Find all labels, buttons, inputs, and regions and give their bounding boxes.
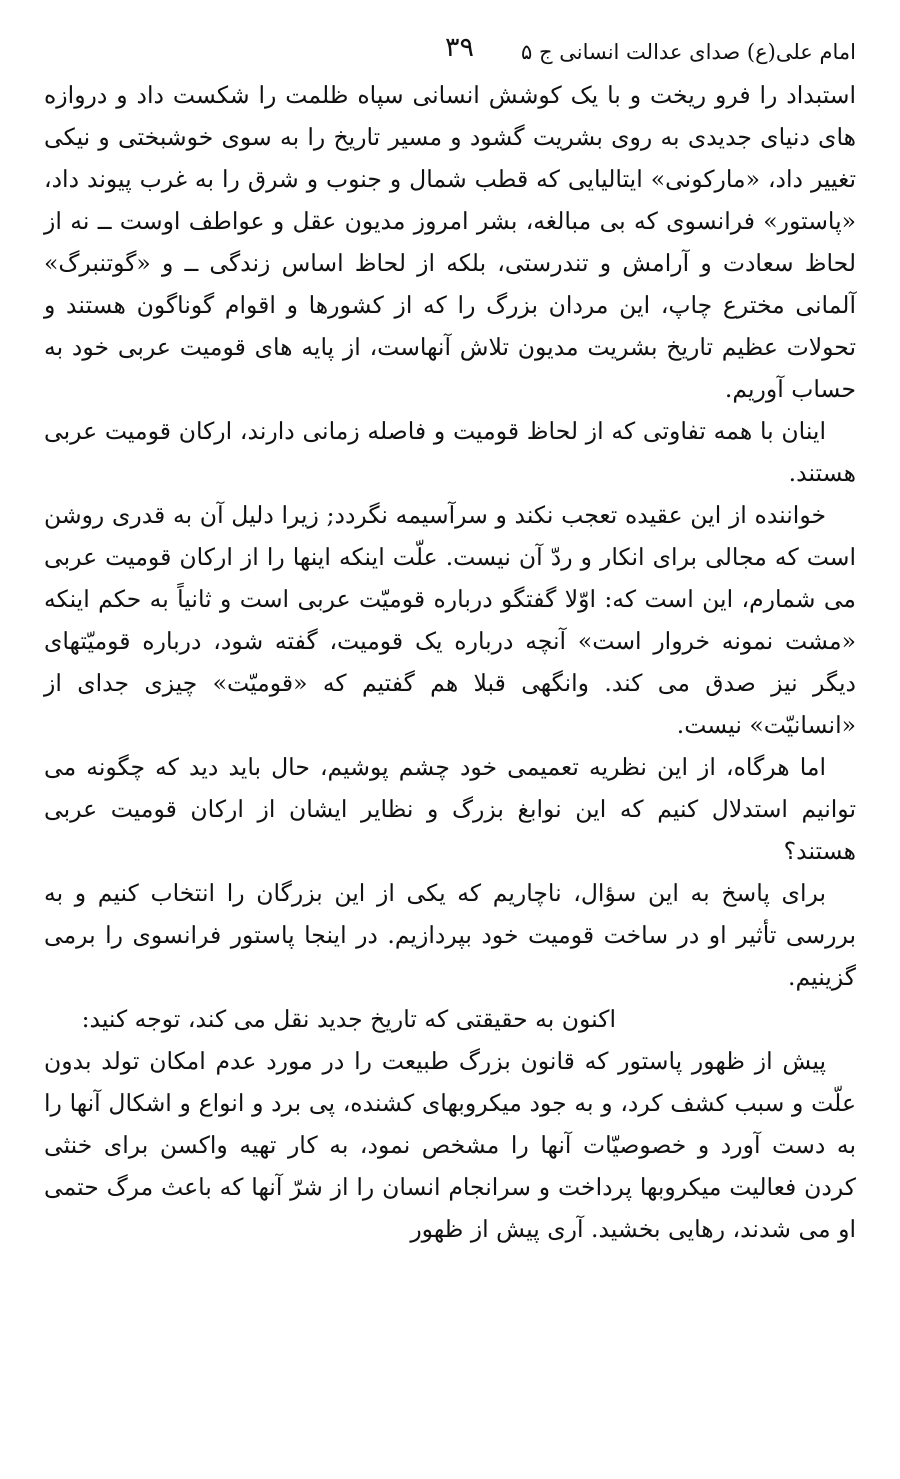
paragraph-3: خواننده از این عقیده تعجب نکند و سرآسیمه نگردد; زیرا دلیل آن به قدری روشن است که مجالی برای انکار و ردّ آن نیست. علّت اینکه اینها را از ارکان قومیت عربی می شمارم، این است که: اوّلا گفتگو درباره قومیّت عربی است و ثانیاً به حکم اینکه «مشت نمونه خروار است» آنچه درباره یک قومیت، گفته شود، درباره قومیّتهای دیگر نیز صدق می کند. وانگهی قبلا هم گفتیم که «قومیّت» چیزی جدای از «انسانیّت» نیست. — [44, 501, 856, 739]
page-number: ۳۹ — [444, 32, 474, 63]
paragraph-4: اما هرگاه، از این نظریه تعمیمی خود چشم پوشیم، حال باید دید که چگونه می توانیم استدلال کنیم که این نوابغ بزرگ و نظایر ایشان از ارکان قومیت عربی هستند؟ — [44, 753, 856, 865]
paragraph-6: اکنون به حقیقتی که تاریخ جدید نقل می کند، توجه کنید: — [81, 1005, 616, 1033]
paragraph-2: اینان با همه تفاوتی که از لحاظ قومیت و فاصله زمانی دارند، ارکان قومیت عربی هستند. — [44, 417, 856, 487]
paragraph-5: برای پاسخ به این سؤال، ناچاریم که یکی از این بزرگان را انتخاب کنیم و به بررسی تأثیر او در ساخت قومیت خود بپردازیم. در اینجا پاستور فرانسوی را برمی گزینیم. — [44, 879, 856, 991]
running-header-title: امام علی(ع) صدای عدالت انسانی ج ۵ — [521, 40, 856, 64]
body-text — [44, 74, 856, 1250]
paragraph-1: استبداد را فرو ریخت و با یک کوشش انسانی سپاه ظلمت را شکست داد و دروازه های دنیای جدیدی به روی بشریت گشود و مسیر تاریخ را به سوی خوشبختی و نیکی تغییر داد، «مارکونی» ایتالیایی که قطب شمال و جنوب و شرق را به غرب پیوند داد، «پاستور» فرانسوی که بی مبالغه، بشر امروز مدیون عقل و عواطف اوست ــ نه از لحاظ سعادت و آرامش و تندرستی، بلکه از لحاظ اساس زندگی ــ و «گوتنبرگ» آلمانی مخترع چاپ، این مردان بزرگ را که از کشورها و اقوام گوناگون هستند و تحولات عظیم تاریخ بشریت مدیون تلاش آنهاست، از پایه های قومیت عربی خود به حساب آوریم. — [44, 81, 856, 403]
page-header — [44, 28, 856, 78]
paragraph-7: پیش از ظهور پاستور که قانون بزرگ طبیعت را در مورد عدم امکان تولد بدون علّت و سبب کشف کرد، و به جود میکروبهای کشنده، پی برد و انواع و اشکال آنها را به دست آورد و خصوصیّات آنها را مشخص نمود، به کار تهیه واکسن برای خنثی کردن فعالیت میکروبها پرداخت و سرانجام انسان را از شرّ آنها که باعث مرگ حتمی او می شدند، رهایی بخشید. آری پیش از ظهور — [44, 1047, 856, 1243]
